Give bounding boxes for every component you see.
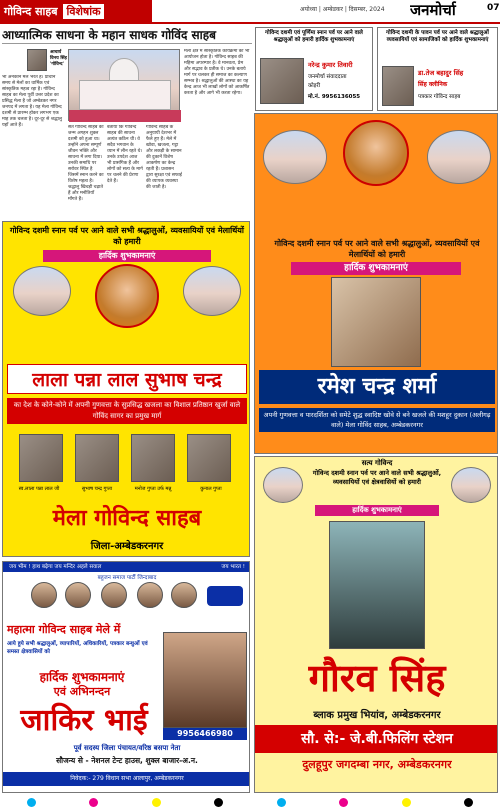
- temple-photo: [68, 49, 180, 121]
- magenta-mark-icon: [339, 798, 348, 807]
- zakir-greeting2: एवं अभिनन्दन: [53, 685, 111, 698]
- lala-person-1-name: स्व.लाला पन्ना लाल जी: [18, 486, 60, 492]
- zakir-role: पूर्व सदस्य जिला पंचायत/वरिष्ठ बसपा नेता: [73, 744, 181, 752]
- gaurav-top: सत्य गोविन्द: [361, 459, 393, 467]
- article: [2, 27, 252, 219]
- ad-tej-bahadur: [377, 27, 498, 111]
- article-col-1: भी अनेकाने मेले भरते हैं। प्राचीन समय से मेलों का धार्मिक एवं सांस्कृतिक महत्व रहा है। गोविन्द साहब का मेला पूर्वी उत्तर प्रदेश का प्रसिद्ध मेला है जो अम्बेडकर नगर जनपद में लगता है। यह मेला गोविन्द दशमी से प्रारम्भ होकर लगभग एक माह तक चलता है। दूर-दूर से श्रद्धालु यहाँ आते हैं।: [2, 75, 62, 128]
- article-col-5: मेला क्षेत्र में सांस्कृतिक कार्यक्रमों का भी आयोजन होता है। गोविन्द साहब की महिमा अपरम्पार है। वे मानवता, प्रेम और सद्भाव के प्रतीक थे। उनके बताये मार्ग पर चलकर ही समाज का कल्याण सम्भव है। श्रद्धालुओं की आस्था का यह केन्द्र आज भी लाखों लोगों को आकर्षित करता है और आगे भी करता रहेगा।: [184, 49, 250, 96]
- lala-person-1-photo: [19, 434, 63, 482]
- print-registration-strip: [0, 796, 500, 809]
- ramesh-name: रमेश चन्द्र शर्मा: [259, 370, 495, 404]
- lala-person-3-name: मनोज गुप्ता उर्फ मन्नू: [134, 486, 172, 492]
- lala-person-2-name: सुभाष चन्द्र गुप्ता: [81, 486, 113, 492]
- yellow-mark-icon: [152, 798, 161, 807]
- ad-narendra-tiwari: [255, 27, 373, 111]
- zakir-phone: 9956466980: [163, 728, 247, 740]
- ad-lala-panna-lal: [2, 221, 250, 557]
- ad-narendra-text: गोविन्द दशमी एवं पूर्णिमा स्नान पर्व पर आने वाले श्रद्धालुओं को हमारी हार्दिक शुभकामनाएं: [265, 30, 363, 43]
- ad-tej-text: गोविन्द दशमी के पावन पर्व पर आने वाले श्रद्धालुओं व्यवसायियों एवं सामाजिकों को हार्दिक शुभकामनाएं: [386, 30, 489, 43]
- article-col-3: बताया कि गोविन्द साहब की साधना अत्यंत कठिन थी। वे सदैव भगवान के ध्यान में लीन रहते थे। उनके उपदेश आज भी प्रासंगिक हैं और लोगों को सत्य के मार्ग पर चलने की प्रेरणा देते हैं।: [107, 125, 143, 184]
- temple-right-photo: [427, 130, 491, 184]
- zakir-headline: महात्मा गोविन्द साहब मेले में: [7, 623, 121, 636]
- zakir-sub: आये हुये सभी श्रद्धालुओं, व्यापारियों, अधिकारियों, पत्रकार बन्धुओं एवं समस्त क्षेत्रवासियों को: [7, 641, 148, 655]
- narendra-mobile: मो.नं. 9956136055: [308, 94, 361, 100]
- magenta-mark-icon: [89, 798, 98, 807]
- lala-tagline: का देश के कोने-कोने में अपनी गुणवत्ता के सुप्रसिद्ध खजला का विशाल प्रतिष्ठान खुर्जा वाले गोविंद सागर का प्रमुख मार्ग: [7, 398, 247, 424]
- ramesh-tagline: अपनी गुणवत्ता व पारदर्शिता को समेटे शुद्ध स्वादिष्ट खोवे से बने खजले की मशहूर दुकान (अलीगढ़ वाले) मेला गोविंद साहब, अम्बेडकरनगर: [259, 408, 495, 432]
- zakir-greeting1: हार्दिक शुभकामनाएं: [39, 670, 125, 684]
- masthead-rule: [0, 22, 500, 24]
- elephant-icon: [207, 586, 243, 606]
- gaurav-temple-right: [451, 467, 491, 503]
- section-banner: [0, 0, 152, 22]
- tej-name: डा.तेज बहादुर सिंह: [418, 69, 464, 77]
- date-line: अयोध्या | अम्बेडकर | दिसम्बर, 2024: [300, 6, 385, 13]
- section-type: विशेषांक: [63, 4, 103, 19]
- lala-temple-right: [183, 266, 241, 316]
- gaurav-role: ब्लाक प्रमुख भियांव, अम्बेडकरनगर: [313, 710, 441, 721]
- page-number: 07: [487, 3, 500, 13]
- zakir-address: निवेदक:- 279 विधान सभा आलापुर, अम्बेडकरनगर: [3, 772, 250, 786]
- temple-left-photo: [263, 130, 327, 184]
- lala-footer-place: जिला-अम्बेडकरनगर: [90, 541, 164, 552]
- article-title: आध्यात्मिक साधना के महान साधक गोविंद साहब: [2, 27, 252, 44]
- tej-role1: सिंह क्लीनिक: [418, 81, 448, 88]
- narendra-photo: [260, 58, 304, 104]
- ad-zakir-bhai: [2, 561, 250, 793]
- article-col-4: गोविन्द साहब के अनुयायी देशभर में फैले हुए हैं। मेले में खोवा, खजला, गट्टा और लकड़ी के सामान की दुकानें विशेष आकर्षण का केन्द्र रहती हैं। प्रशासन द्वारा सुरक्षा एवं सफाई की व्यापक व्यवस्था की जाती है।: [146, 125, 182, 190]
- lala-person-3-photo: [131, 434, 175, 482]
- ad-lala-greeting: हार्दिक शुभकामनाएं: [43, 250, 211, 262]
- author-photo: [27, 49, 47, 71]
- zakir-slogan-bar: [3, 562, 250, 572]
- black-mark-icon: [464, 798, 473, 807]
- gaurav-temple-left: [263, 467, 303, 503]
- cyan-mark-icon: [277, 798, 286, 807]
- gaurav-text: गोविन्द दशमी स्नान पर्व पर आने वाले सभी श्रद्धालुओं, व्यवसायियों एवं क्षेत्रवासियों को हमारी: [312, 469, 442, 486]
- zakir-slogan-right: जय भारत !: [221, 564, 245, 570]
- narendra-role1: जनमोर्चा संवाददाता: [308, 74, 347, 80]
- gaurav-name: गौरव सिंह: [308, 656, 446, 700]
- narendra-role2: कोइरी: [308, 83, 321, 89]
- zakir-leader-5-photo: [171, 582, 197, 608]
- tej-photo: [382, 66, 414, 106]
- lala-saint-photo: [95, 264, 159, 328]
- lala-temple-left: [13, 266, 71, 316]
- zakir-slogan-left: जय भीम ! हाथ बढ़ेगा जय मन्दिर अहले सवाल: [9, 564, 102, 570]
- gaurav-station: सौ. से:- जे.बी.फिलिंग स्टेशन: [255, 725, 498, 753]
- lala-name: लाला पन्ना लाल सुभाष चन्द्र: [7, 364, 247, 394]
- ad-ramesh-sharma: [254, 113, 498, 454]
- lala-person-4-photo: [187, 434, 231, 482]
- newspaper-brand: जनमोर्चा: [410, 1, 456, 19]
- gaurav-greeting: हार्दिक शुभकामनाएं: [315, 505, 439, 516]
- zakir-leader-4-photo: [137, 582, 163, 608]
- lala-person-4-name: कुनाल गुप्ता: [200, 486, 222, 492]
- zakir-photo: [163, 632, 247, 728]
- ad-lala-text: गोविन्द दशमी स्नान पर्व पर आने वाले सभी श्रद्धालुओं, व्यवसायियों एवं मेलार्थियों को हमारी: [9, 226, 245, 246]
- gaurav-photo: [329, 521, 425, 649]
- lala-footer-title: मेला गोविन्द साहब: [52, 506, 202, 531]
- section-name: गोविन्द साहब: [4, 4, 58, 18]
- tej-role2: पत्रकार गोविन्द साहब: [418, 94, 461, 100]
- zakir-leader-3-photo: [101, 582, 127, 608]
- lala-person-2-photo: [75, 434, 119, 482]
- zakir-top-sub: बहुजन समाज पार्टी जिन्दाबाद: [97, 575, 157, 581]
- ramesh-photo: [331, 277, 421, 367]
- author-label: आचार्य विनय सिंह 'गोविन्द': [50, 50, 67, 67]
- article-col-2: संत गोविन्द साहब का जन्म अगहन शुक्ल दशमी को हुआ था। उन्होंने अपना सम्पूर्ण जीवन भक्ति और साधना में लगा दिया। उनकी समाधि पर सरोवर स्थित है जिसमें स्नान करने का विशेष महत्व है। श्रद्धालु खिचड़ी चढ़ाते हैं और मनौतियाँ माँगते हैं।: [68, 125, 104, 202]
- cyan-mark-icon: [27, 798, 36, 807]
- saint-photo: [343, 120, 409, 186]
- ad-ramesh-greeting: हार्दिक शुभकामनाएं: [291, 262, 461, 275]
- yellow-mark-icon: [402, 798, 411, 807]
- ad-ramesh-text: गोविन्द दशमी स्नान पर्व पर आने वाले सभी श्रद्धालुओं, व्यवसायियों एवं मेलार्थियों को हमारी: [274, 239, 480, 259]
- black-mark-icon: [214, 798, 223, 807]
- ad-gaurav-singh: [254, 456, 498, 793]
- narendra-name: नरेन्द्र कुमार तिवारी: [308, 61, 353, 69]
- zakir-courtesy: सौजन्य से - नेशनल टेन्ट हाउस, शुक्ल बाजार-अ.न.: [56, 756, 198, 765]
- zakir-leader-1-photo: [31, 582, 57, 608]
- gaurav-address: दुलहूपुर जगदम्बा नगर, अम्बेडकरनगर: [302, 758, 452, 771]
- zakir-name: जाकिर भाई: [20, 703, 148, 738]
- zakir-leader-2-photo: [65, 582, 91, 608]
